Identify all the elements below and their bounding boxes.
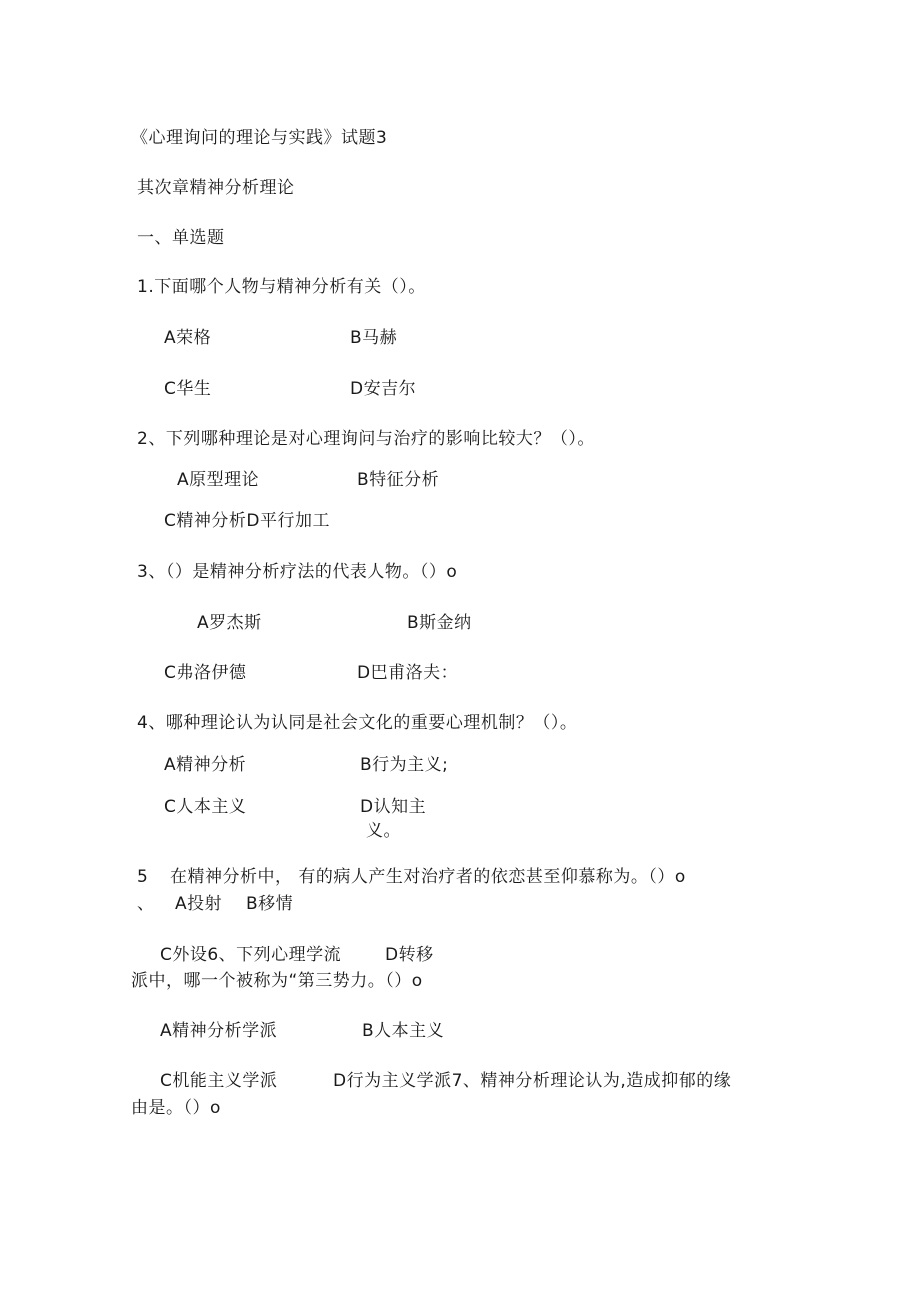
- question-3-stem: 3、（）是精神分析疗法的代表人物。（）o: [137, 562, 458, 582]
- question-5-stem: 在精神分析中， 有的病人产生对治疗者的依恋甚至仰慕称为。（）o: [170, 867, 686, 887]
- question-6-stem-continued: 派中，哪一个被称为“第三势力。（）o: [131, 971, 423, 991]
- question-3-option-d: D巴甫洛夫：: [357, 663, 459, 683]
- question-1-option-b: B马赫: [350, 328, 398, 348]
- question-5-option-a: A投射: [175, 894, 223, 914]
- question-1-stem: 1.下面哪个人物与精神分析有关（）。: [137, 277, 426, 297]
- chapter-heading: 其次章精神分析理论: [137, 178, 295, 198]
- question-1-option-d: D安吉尔: [350, 379, 417, 399]
- question-4-option-c: C人本主义: [164, 797, 247, 817]
- question-5-number: 5: [137, 867, 149, 887]
- section-heading: 一、单选题: [137, 228, 225, 248]
- question-4-option-d-continued: 义。: [366, 821, 401, 841]
- question-2-option-cd: C精神分析D平行加工: [164, 511, 330, 531]
- question-6-option-d-and-question-7: D行为主义学派7、精神分析理论认为,造成抑郁的缘: [333, 1071, 732, 1091]
- question-4-option-a: A精神分析: [164, 755, 247, 775]
- question-2-stem: 2、下列哪种理论是对心理询问与治疗的影响比较大？（）。: [137, 429, 595, 449]
- question-6-option-a: A精神分析学派: [160, 1021, 278, 1041]
- question-5-option-d: D转移: [385, 945, 434, 965]
- question-2-option-b: B特征分析: [357, 470, 440, 490]
- question-4-option-d: D认知主: [360, 797, 427, 817]
- question-1-option-c: C华生: [164, 379, 212, 399]
- question-5-number-comma: 、: [137, 894, 155, 914]
- question-4-option-b: B行为主义;: [360, 755, 449, 775]
- question-3-option-b: B斯金纳: [407, 613, 472, 633]
- question-3-option-a: A罗杰斯: [197, 613, 262, 633]
- question-5-option-c-and-question-6: C外设6、下列心理学流: [160, 945, 342, 965]
- question-5-option-b: B移情: [246, 894, 294, 914]
- question-6-option-c: C机能主义学派: [160, 1071, 278, 1091]
- question-1-option-a: A荣格: [164, 328, 212, 348]
- document-title: 《心理询问的理论与实践》试题3: [131, 128, 388, 148]
- question-3-option-c: C弗洛伊德: [164, 663, 247, 683]
- question-6-option-b: B人本主义: [362, 1021, 445, 1041]
- question-4-stem: 4、哪种理论认为认同是社会文化的重要心理机制？（）。: [137, 713, 578, 733]
- question-7-stem-continued: 由是。（）o: [131, 1098, 221, 1118]
- question-2-option-a: A原型理论: [177, 470, 260, 490]
